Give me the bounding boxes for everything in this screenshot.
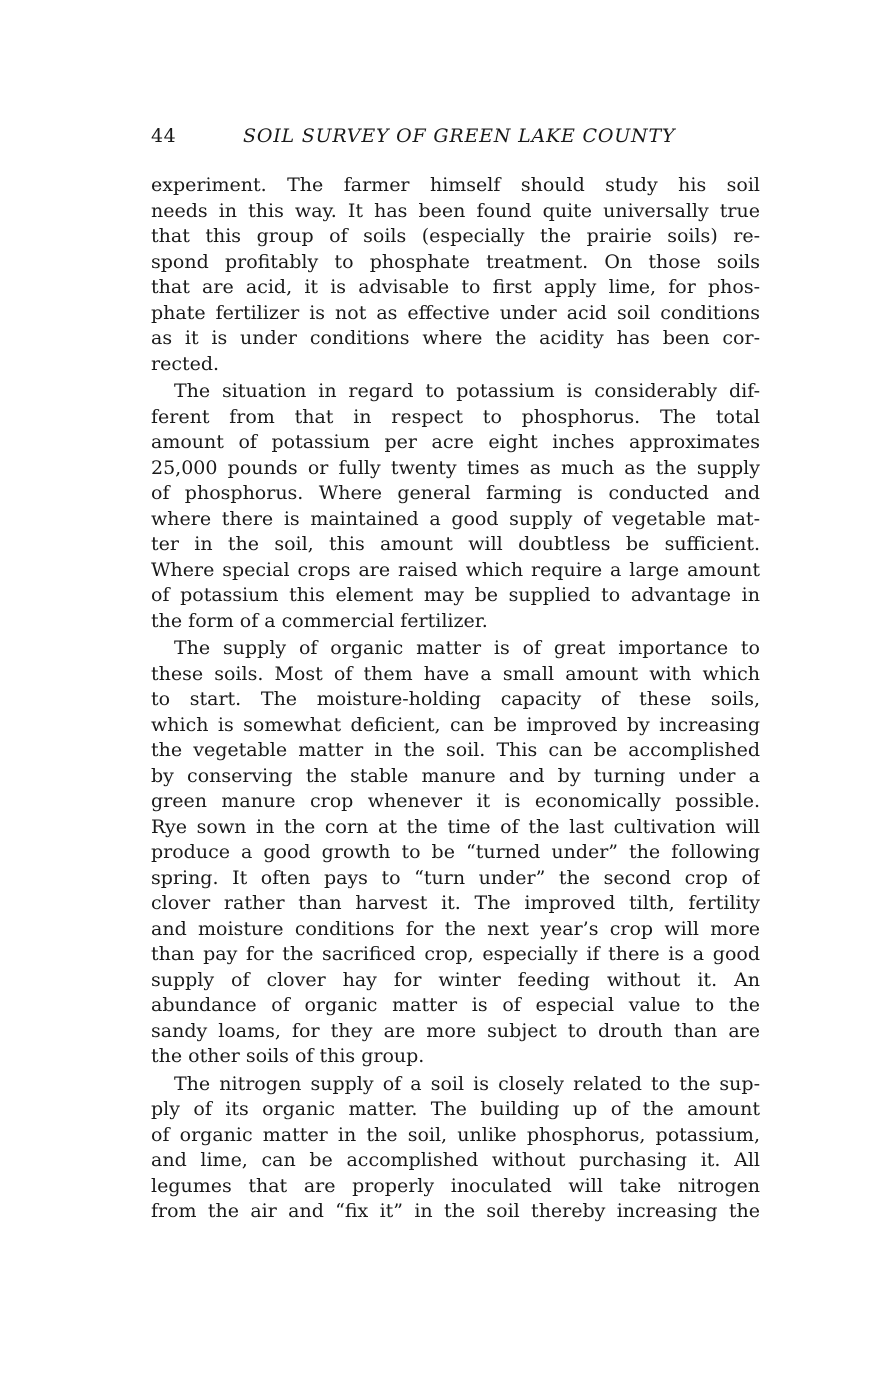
paragraph (151, 636, 760, 1070)
text-line: by conserving the stable manure and by turning under a (151, 764, 760, 787)
text-line: of phosphorus. Where general farming is conducted and (151, 482, 760, 504)
text-line: ter in the soil, this amount will doubtless be sufficient. (151, 533, 760, 555)
text-line: which is somewhat deficient, can be improved by increasing (151, 713, 760, 736)
text-line: spring. It often pays to “turn under” the second crop of (151, 866, 760, 889)
text-line: and lime, can be accomplished without purchasing it. All (151, 1149, 760, 1171)
text-line: spond profitably to phosphate treatment. On those soils (151, 250, 760, 273)
text-line: than pay for the sacrificed crop, especially if there is a good (151, 943, 760, 965)
text-line: Rye sown in the corn at the time of the last cultivation will (151, 815, 760, 838)
page-number: 44 (151, 125, 177, 147)
text-line: as it is under conditions where the acidity has been cor- (151, 327, 760, 349)
text-line: that this group of soils (especially the prairie soils) re- (151, 225, 760, 247)
text-line: that are acid, it is advisable to first apply lime, for phos- (151, 276, 760, 298)
text-line: 25,000 pounds or fully twenty times as much as the supply (151, 456, 760, 479)
page-header (151, 125, 760, 151)
text-line: needs in this way. It has been found quite universally true (151, 199, 760, 222)
text-line: of potassium this element may be supplied to advantage in (151, 584, 760, 606)
text-line: experiment. The farmer himself should study his soil (151, 174, 760, 196)
text-line: abundance of organic matter is of especial value to the (151, 994, 760, 1016)
text-line: amount of potassium per acre eight inches approximates (151, 431, 760, 453)
text-line: to start. The moisture-holding capacity of these soils, (151, 688, 760, 710)
paragraph (151, 1072, 760, 1225)
text-line: ferent from that in respect to phosphorus. The total (151, 405, 760, 428)
text-line: the other soils of this group. (151, 1045, 425, 1067)
text-line: the vegetable matter in the soil. This can be accomplished (151, 739, 760, 761)
text-line: and moisture conditions for the next year’s crop will more (151, 917, 760, 940)
paragraph (151, 379, 760, 634)
text-line: Where special crops are raised which require a large amount (151, 558, 760, 581)
text-line: produce a good growth to be “turned under” the following (151, 841, 760, 863)
running-head: SOIL SURVEY OF GREEN LAKE COUNTY (243, 125, 676, 147)
body-text (151, 173, 760, 1227)
text-line: these soils. Most of them have a small amount with which (151, 662, 760, 685)
text-line: from the air and “fix it” in the soil thereby increasing the (151, 1200, 760, 1222)
paragraph (151, 173, 760, 377)
text-line: The supply of organic matter is of great importance to (174, 637, 760, 659)
text-line: rected. (151, 352, 220, 375)
text-line: the form of a commercial fertilizer. (151, 609, 488, 632)
text-line: clover rather than harvest it. The improved tilth, fertility (151, 892, 760, 914)
text-line: phate fertilizer is not as effective under acid soil conditions (151, 301, 760, 324)
text-line: where there is maintained a good supply of vegetable mat- (151, 507, 760, 530)
text-line: The nitrogen supply of a soil is closely related to the sup- (174, 1072, 760, 1095)
text-line: green manure crop whenever it is economically possible. (151, 790, 760, 812)
text-line: legumes that are properly inoculated will take nitrogen (151, 1174, 760, 1197)
text-line: ply of its organic matter. The building up of the amount (151, 1098, 760, 1120)
text-line: supply of clover hay for winter feeding without it. An (151, 968, 760, 991)
text-line: sandy loams, for they are more subject to drouth than are (151, 1019, 760, 1042)
text-line: of organic matter in the soil, unlike phosphorus, potassium, (151, 1123, 760, 1146)
text-line: The situation in regard to potassium is considerably dif- (174, 380, 760, 402)
